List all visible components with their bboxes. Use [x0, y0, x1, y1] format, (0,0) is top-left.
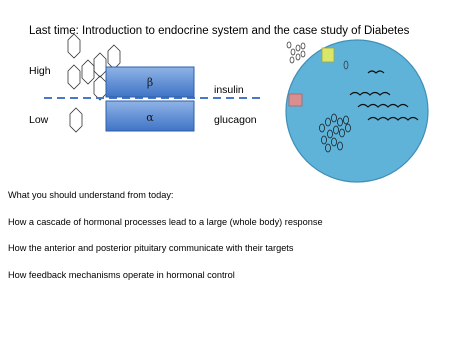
glucose-molecule-low: [70, 108, 82, 132]
glucose-hexagon: [108, 45, 120, 69]
glucose-dot: [296, 54, 300, 60]
objective-item: How a cascade of hormonal processes lead to a large (whole body) response: [8, 216, 323, 227]
glucose-dot: [290, 57, 294, 63]
receptor-top: [322, 48, 334, 62]
glucagon-label: glucagon: [214, 114, 257, 126]
glucose-hexagon: [82, 60, 94, 84]
receptor-side: [289, 94, 302, 106]
slide-title: Last time: Introduction to endocrine system and the case study of Diabetes: [29, 25, 410, 37]
glucose-dot: [301, 51, 305, 57]
glucose-dot: [296, 45, 300, 51]
glucose-hexagon: [68, 65, 80, 89]
glucose-dot: [301, 43, 305, 49]
low-label: Low: [29, 114, 49, 126]
glucose-hexagon: [68, 34, 80, 58]
objective-item: How the anterior and posterior pituitary communicate with their targets: [8, 243, 294, 253]
target-cell: [286, 40, 428, 182]
objectives-heading: What you should understand from today:: [8, 190, 174, 200]
glucose-hexagon: [94, 53, 106, 77]
objective-item: How feedback mechanisms operate in hormonal control: [8, 269, 235, 280]
objectives-list: [8, 190, 323, 296]
high-label: High: [29, 65, 51, 77]
beta-symbol: β: [146, 76, 154, 89]
glucose-hexagon: [94, 76, 106, 100]
insulin-label: insulin: [214, 84, 244, 96]
alpha-symbol: α: [146, 111, 154, 124]
glucose-dot: [291, 49, 295, 55]
glucose-dot: [287, 42, 291, 48]
